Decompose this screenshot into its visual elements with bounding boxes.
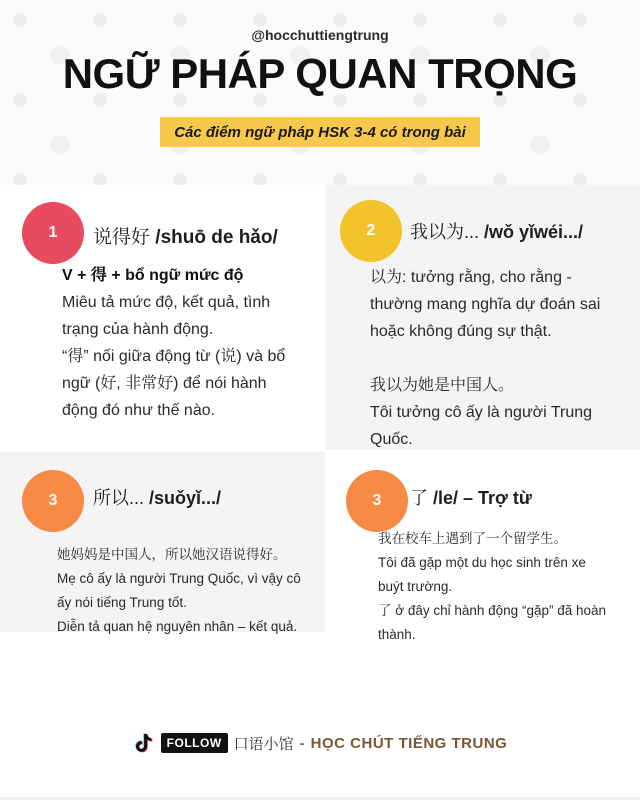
section-number-badge-1: 1	[22, 202, 84, 264]
heading-pinyin: /le/ – Trợ từ	[433, 488, 532, 508]
grammar-heading-4	[410, 484, 532, 510]
heading-chinese: 我以为...	[410, 222, 480, 242]
body-line: “得” nối giữa động từ (说) và bổ	[62, 348, 286, 365]
body-line: thành.	[378, 627, 416, 642]
grammar-body-2	[370, 264, 635, 453]
heading-pinyin: /shuō de hǎo/	[155, 227, 278, 248]
body-line: Diễn tả quan hệ nguyên nhân – kết quả.	[57, 619, 298, 634]
grammar-structure: V + 得 + bổ ngữ mức độ	[62, 267, 244, 284]
heading-chinese: 所以...	[93, 488, 145, 508]
footer-separator: -	[299, 734, 305, 752]
grammar-body-1	[62, 262, 317, 424]
section-number-badge-2: 2	[340, 200, 402, 262]
grammar-body-3	[57, 543, 322, 639]
body-line: hoặc không đúng sự thật.	[370, 323, 552, 340]
example-translation: ấy nói tiếng Trung tốt.	[57, 595, 187, 610]
heading-pinyin: /wǒ yǐwéi.../	[484, 222, 584, 242]
body-line: động đó như thế nào.	[62, 402, 216, 419]
example-chinese: 她妈妈是中国人，所以她汉语说得好。	[57, 547, 287, 562]
example-chinese: 我在校车上遇到了一个留学生。	[378, 531, 567, 546]
grammar-heading-2	[410, 218, 583, 244]
grammar-body-4	[378, 527, 633, 647]
example-translation: Quốc.	[370, 431, 413, 448]
section-number-badge-4: 3	[346, 470, 408, 532]
example-translation: Tôi tưởng cô ấy là người Trung	[370, 404, 593, 421]
channel-name: HỌC CHÚT TIẾNG TRUNG	[310, 734, 508, 752]
section-number-badge-3: 3	[22, 470, 84, 532]
body-line: thường mang nghĩa dự đoán sai	[370, 296, 601, 313]
body-line: 了 ở đây chỉ hành động “gặp” đã hoàn	[378, 603, 607, 618]
channel-chinese-name: 口语小馆	[233, 735, 294, 753]
body-line: ngữ (好, 非常好) để nói hành	[62, 375, 267, 392]
heading-chinese: 了	[410, 488, 428, 508]
page-subtitle: Các điểm ngữ pháp HSK 3-4 có trong bài	[174, 123, 466, 141]
grammar-heading-1	[93, 222, 278, 249]
heading-pinyin: /suǒyǐ.../	[149, 488, 222, 508]
footer-branding	[0, 726, 640, 760]
example-translation: Mẹ cô ấy là người Trung Quốc, vì vậy cô	[57, 571, 301, 586]
grammar-heading-3	[93, 484, 221, 510]
follow-button[interactable]: FOLLOW	[161, 733, 228, 753]
heading-chinese: 说得好	[93, 227, 151, 248]
example-translation: Tôi đã gặp một du học sinh trên xe	[378, 555, 586, 570]
tiktok-icon[interactable]	[133, 732, 155, 754]
channel-handle: @hocchuttiengtrung	[251, 27, 389, 43]
body-line: Miêu tả mức độ, kết quả, tình	[62, 294, 271, 311]
example-translation: buýt trường.	[378, 579, 453, 594]
subtitle-highlight	[160, 117, 480, 147]
header-banner	[0, 0, 640, 185]
body-line: trạng của hành động.	[62, 321, 214, 338]
page-title: NGỮ PHÁP QUAN TRỌNG	[62, 50, 578, 97]
example-chinese: 我以为她是中国人。	[370, 377, 515, 394]
body-line: 以为: tưởng rằng, cho rằng -	[370, 269, 572, 286]
